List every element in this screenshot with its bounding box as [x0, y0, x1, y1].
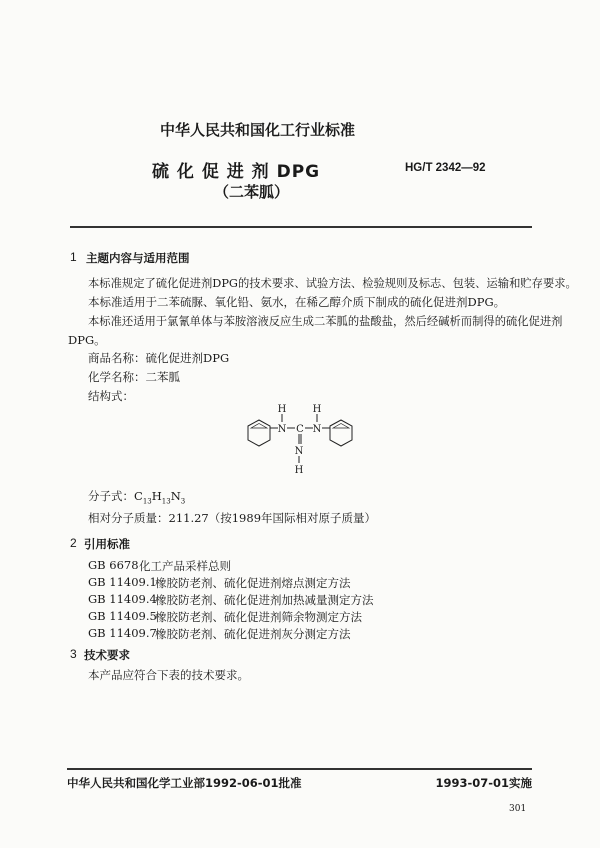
- document-title: 硫 化 促 进 剂 DPG: [152, 162, 321, 182]
- reference-code: GB 11409.5: [88, 609, 157, 623]
- molecular-formula: [88, 488, 185, 505]
- reference-code: GB 11409.1: [88, 575, 157, 589]
- structure-label: 结构式：: [88, 389, 134, 403]
- atom-h: H: [277, 404, 287, 415]
- header-rule: [70, 226, 532, 228]
- issuer-heading: 中华人民共和国化工行业标准: [160, 121, 356, 139]
- trade-name: 商品名称：硫化促进剂DPG: [88, 351, 230, 365]
- formula-label: 分子式：: [88, 489, 134, 503]
- atom-h: H: [312, 404, 322, 415]
- paragraph: 本标准适用于二苯硫脲、氧化铅、氨水，在稀乙醇介质下制成的硫化促进剂DPG。: [88, 295, 506, 309]
- paragraph: 本标准规定了硫化促进剂DPG的技术要求、试验方法、检验规则及标志、包装、运输和贮存要求。: [88, 277, 577, 290]
- paragraph: 本标准还适用于氯氰单体与苯胺溶液反应生成二苯胍的盐酸盐，然后经碱析而制得的硫化促进剂: [88, 315, 563, 328]
- reference-title: 橡胶防老剂、硫化促进剂加热减量测定方法: [155, 593, 374, 607]
- section-2-number: 2: [70, 536, 77, 550]
- formula-element: H: [151, 489, 162, 503]
- atom-n: N: [294, 446, 304, 457]
- structural-formula: [240, 400, 360, 476]
- atom-n: N: [312, 424, 322, 435]
- atom-c: C: [296, 424, 304, 435]
- reference-title: 橡胶防老剂、硫化促进剂灰分测定方法: [155, 627, 351, 641]
- standard-number: HG/T 2342—92: [405, 162, 486, 174]
- molecular-mass: 相对分子质量：211.27（按1989年国际相对原子质量）: [88, 511, 377, 525]
- reference-title: 化工产品采样总则: [139, 559, 231, 573]
- atom-h: H: [294, 465, 304, 476]
- formula-element: N: [170, 489, 181, 503]
- effective-date: 1993-07-01实施: [435, 776, 532, 790]
- section-1-number: 1: [70, 250, 77, 264]
- approval-date: 中华人民共和国化学工业部1992-06-01批准: [67, 776, 302, 790]
- section-3-title: 技术要求: [84, 648, 130, 662]
- reference-code: GB 11409.4: [88, 592, 157, 606]
- section-1-title: 主题内容与适用范围: [86, 251, 190, 265]
- page-number: 301: [509, 804, 527, 814]
- formula-subscript: 3: [180, 497, 186, 506]
- reference-title: 橡胶防老剂、硫化促进剂熔点测定方法: [155, 576, 351, 590]
- paragraph: 本产品应符合下表的技术要求。: [88, 668, 249, 682]
- paragraph: DPG。: [68, 333, 106, 347]
- section-2-title: 引用标准: [84, 537, 130, 551]
- section-3-number: 3: [70, 647, 77, 661]
- footer-rule: [67, 768, 532, 770]
- reference-code: GB 6678: [88, 558, 139, 572]
- formula-subscript: 13: [161, 497, 171, 506]
- formula-subscript: 13: [142, 497, 152, 506]
- formula-element: C: [134, 489, 143, 503]
- chemical-name: 化学名称：二苯胍: [88, 370, 180, 384]
- atom-n: N: [277, 424, 287, 435]
- document-subtitle: （二苯胍）: [214, 183, 290, 201]
- reference-code: GB 11409.7: [88, 626, 157, 640]
- reference-title: 橡胶防老剂、硫化促进剂筛余物测定方法: [155, 610, 362, 624]
